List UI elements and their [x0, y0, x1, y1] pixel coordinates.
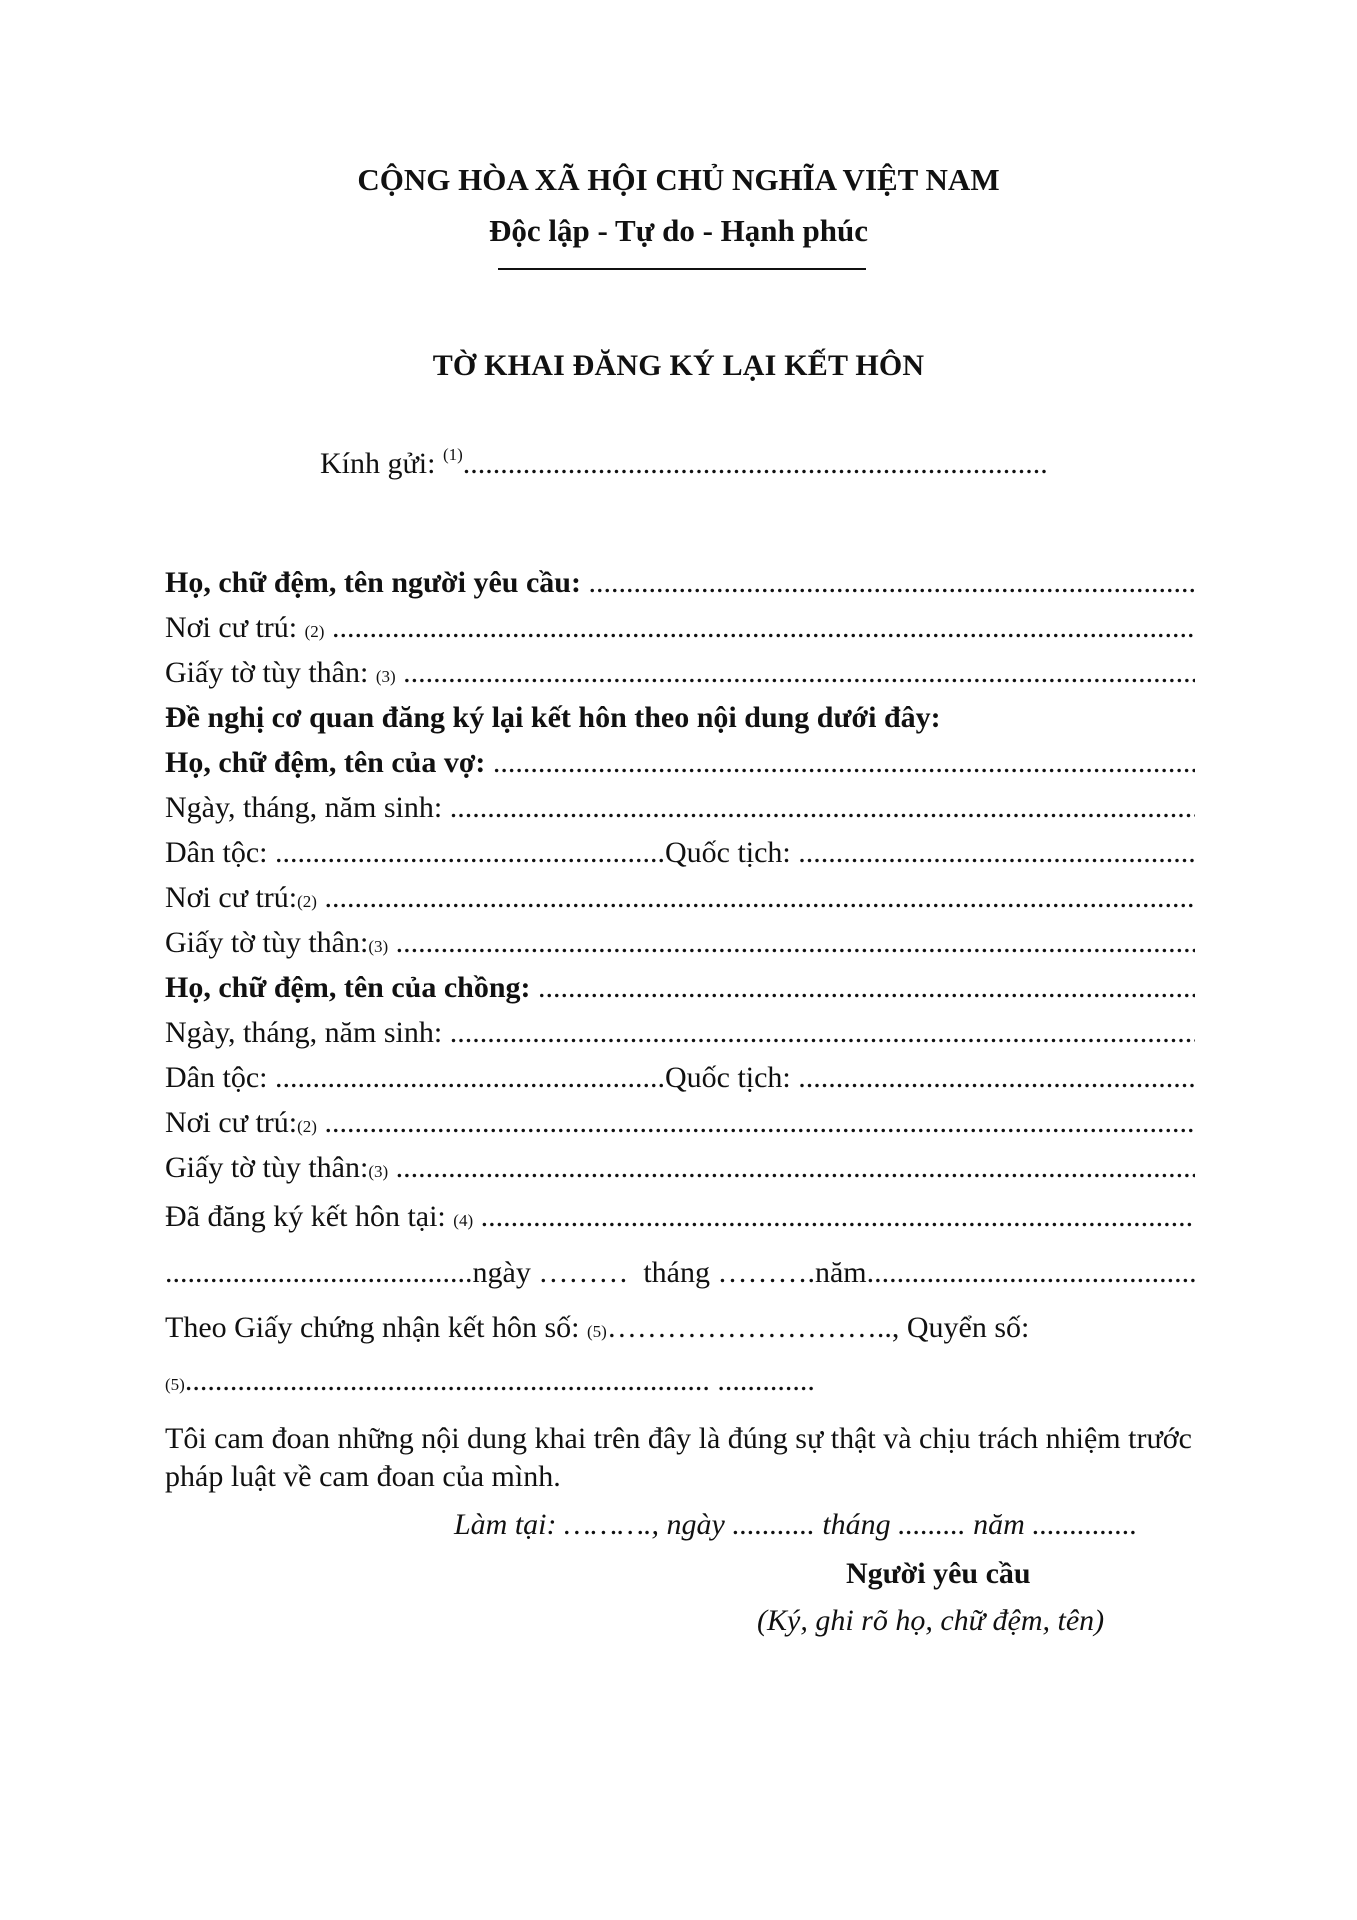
- signer-title: Người yêu cầu: [846, 1557, 1031, 1590]
- certificate-row: Theo Giấy chứng nhận kết hôn số: (5) ……………………….. , Quyển số:: [165, 1311, 1030, 1344]
- signer-note: (Ký, ghi rõ họ, chữ đệm, tên): [757, 1604, 1105, 1637]
- wife-residence-field[interactable]: [324, 881, 1195, 915]
- wife-id-row: Giấy tờ tùy thân: (3) .....: [165, 926, 1195, 966]
- registration-year-label: năm: [814, 1256, 867, 1289]
- husband-ethnicity-label: Dân tộc:: [165, 1061, 268, 1094]
- requester-residence-field[interactable]: [332, 611, 1195, 645]
- wife-name-field[interactable]: [493, 746, 1195, 780]
- registration-place-label: Đã đăng ký kết hôn tại:: [165, 1200, 446, 1233]
- registration-month-label: tháng: [643, 1256, 710, 1289]
- wife-name-row: [165, 746, 1195, 786]
- wife-residence-row: Nơi cư trú: (2) .....: [165, 881, 1195, 921]
- wife-id-field[interactable]: [396, 926, 1195, 960]
- requester-residence-row: Nơi cư trú: (2) .....: [165, 611, 1195, 651]
- husband-dob-field[interactable]: [450, 1016, 1195, 1050]
- recipient-note: (1): [442, 445, 463, 464]
- registration-day-label: ngày: [472, 1256, 531, 1289]
- registration-year-field[interactable]: [867, 1256, 1195, 1290]
- header-underline: [498, 268, 866, 270]
- book-number-field[interactable]: ...................................................................... .............: [184, 1364, 815, 1397]
- registration-month-field[interactable]: ……….: [709, 1256, 815, 1289]
- wife-name-label: Họ, chữ đệm, tên của vợ:: [165, 746, 486, 779]
- wife-id-label: Giấy tờ tùy thân:: [165, 926, 369, 959]
- made-at-line: Làm tại: ………., ngày ........... tháng ......... năm ..............: [454, 1508, 1138, 1541]
- registration-day-field[interactable]: ………: [530, 1256, 636, 1289]
- registration-date-row: [165, 1256, 1195, 1296]
- wife-ethnicity-label: Dân tộc:: [165, 836, 268, 869]
- husband-id-row: Giấy tờ tùy thân: (3) .....: [165, 1151, 1195, 1191]
- request-statement: Đề nghị cơ quan đăng ký lại kết hôn theo nội dung dưới đây:: [165, 701, 941, 734]
- book-label: , Quyển số:: [891, 1311, 1030, 1344]
- wife-residence-label: Nơi cư trú:: [165, 881, 298, 914]
- book-row: (5) ...................................................................... .............: [165, 1364, 815, 1397]
- declaration-text: Tôi cam đoan những nội dung khai trên đây là đúng sự thật và chịu trách nhiệm trước pháp luật về cam đoan của mình.: [165, 1422, 1192, 1493]
- husband-nationality-label: Quốc tịch:: [664, 1061, 791, 1094]
- husband-residence-field[interactable]: [324, 1106, 1195, 1140]
- husband-name-label: Họ, chữ đệm, tên của chồng:: [165, 971, 531, 1004]
- wife-nationality-field[interactable]: [798, 836, 1195, 870]
- certificate-label: Theo Giấy chứng nhận kết hôn số:: [165, 1311, 580, 1344]
- requester-name-label: Họ, chữ đệm, tên người yêu cầu:: [165, 566, 581, 599]
- requester-residence-label: Nơi cư trú:: [165, 611, 298, 644]
- requester-name-row: [165, 566, 1195, 606]
- husband-ethnicity-row: [165, 1061, 1195, 1101]
- requester-id-label: Giấy tờ tùy thân:: [165, 656, 369, 689]
- country-header: CỘNG HÒA XÃ HỘI CHỦ NGHĨA VIỆT NAM: [357, 162, 1000, 197]
- wife-dob-field[interactable]: [450, 791, 1195, 825]
- registration-place-field[interactable]: [481, 1200, 1195, 1234]
- form-title: TỜ KHAI ĐĂNG KÝ LẠI KẾT HÔN: [432, 349, 925, 382]
- certificate-number-field[interactable]: ………………………..: [606, 1311, 892, 1344]
- husband-residence-label: Nơi cư trú:: [165, 1106, 298, 1139]
- registration-place-row: Đã đăng ký kết hôn tại: (4) .....: [165, 1200, 1195, 1240]
- request-statement-row: [165, 701, 1195, 741]
- husband-ethnicity-field[interactable]: ....................................................: [274, 1061, 665, 1094]
- husband-dob-row: [165, 1016, 1195, 1056]
- requester-id-row: Giấy tờ tùy thân: (3) .....: [165, 656, 1195, 696]
- husband-residence-row: Nơi cư trú: (2) .....: [165, 1106, 1195, 1146]
- requester-id-field[interactable]: [403, 656, 1195, 690]
- recipient-label: Kính gửi:: [320, 447, 436, 480]
- husband-name-row: [165, 971, 1195, 1011]
- requester-name-field[interactable]: [588, 566, 1195, 600]
- wife-dob-label: Ngày, tháng, năm sinh:: [165, 791, 443, 824]
- husband-id-label: Giấy tờ tùy thân:: [165, 1151, 369, 1184]
- wife-dob-row: [165, 791, 1195, 831]
- wife-ethnicity-field[interactable]: ....................................................: [274, 836, 665, 869]
- wife-nationality-label: Quốc tịch:: [664, 836, 791, 869]
- husband-id-field[interactable]: [396, 1151, 1195, 1185]
- recipient-line: [320, 447, 1048, 481]
- registration-place-cont-field[interactable]: .........................................: [165, 1256, 473, 1289]
- husband-dob-label: Ngày, tháng, năm sinh:: [165, 1016, 443, 1049]
- wife-ethnicity-row: [165, 836, 1195, 876]
- motto: Độc lập - Tự do - Hạnh phúc: [489, 213, 868, 248]
- husband-nationality-field[interactable]: [798, 1061, 1195, 1095]
- recipient-field[interactable]: ..............................................................................: [462, 447, 1048, 480]
- husband-name-field[interactable]: [538, 971, 1195, 1005]
